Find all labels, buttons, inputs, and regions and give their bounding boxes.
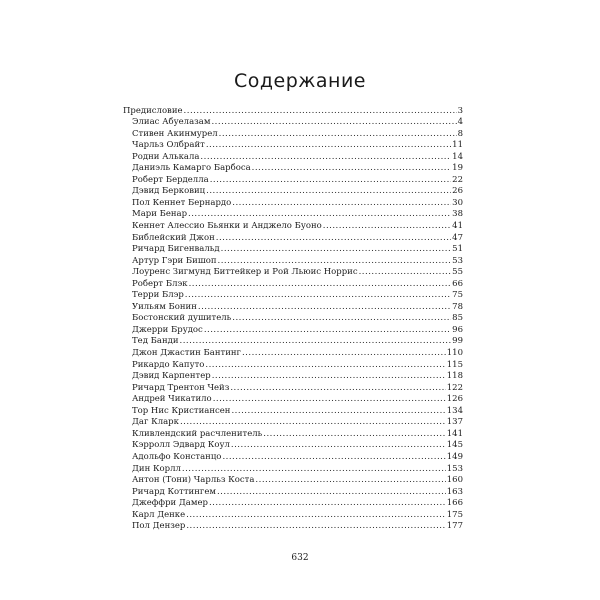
toc-dot-leader: [210, 175, 451, 186]
toc-entry-title: Кеннет Алессио Бьянки и Анджело Буоно: [132, 221, 322, 232]
toc-dot-leader: [221, 244, 452, 255]
toc-entry: [123, 209, 463, 221]
toc-entry-title: Карл Денке: [132, 509, 186, 520]
toc-entry-page: 55: [452, 267, 463, 278]
toc-entry-title: Терри Блэр: [132, 290, 184, 301]
toc-entry: [123, 359, 463, 371]
toc-entry-title: Ричард Коттингем: [132, 486, 216, 497]
toc-entry: [123, 509, 463, 521]
toc-entry-title: Лоуренс Зигмунд Биттейкер и Рой Льюис Норрис: [132, 267, 358, 278]
toc-entry-title: Дэвид Карпентер: [132, 371, 211, 382]
toc-dot-leader: [206, 140, 451, 151]
toc-entry: [123, 475, 463, 487]
toc-entry: [123, 301, 463, 313]
table-of-contents: [123, 105, 463, 532]
toc-dot-leader: [263, 429, 445, 440]
toc-entry-page: 66: [452, 278, 463, 289]
toc-entry-page: 41: [452, 221, 463, 232]
toc-entry: [123, 267, 463, 279]
toc-entry-title: Бостонский душитель: [132, 313, 232, 324]
toc-dot-leader: [217, 487, 446, 498]
toc-entry-page: 122: [446, 382, 463, 393]
toc-entry-page: 134: [446, 405, 463, 416]
toc-entry-page: 30: [452, 197, 463, 208]
toc-entry: [123, 451, 463, 463]
toc-entry-page: 14: [452, 151, 463, 162]
toc-entry: [123, 382, 463, 394]
toc-entry-page: 3: [457, 105, 463, 116]
toc-dot-leader: [206, 186, 451, 197]
toc-entry-page: 99: [452, 336, 463, 347]
toc-entry-title: Ричард Трентон Чейз: [132, 382, 230, 393]
toc-entry-title: Джеффри Дамер: [132, 498, 208, 509]
toc-entry-title: Дин Корлл: [132, 463, 181, 474]
toc-entry-page: 96: [452, 324, 463, 335]
toc-dot-leader: [185, 290, 451, 301]
toc-dot-leader: [252, 163, 452, 174]
toc-entry-title: Родни Алькала: [132, 151, 200, 162]
toc-dot-leader: [198, 302, 451, 313]
toc-entry: [123, 128, 463, 140]
toc-entry-page: 160: [446, 475, 463, 486]
toc-entry-title: Антон (Тони) Чарльз Коста: [132, 475, 255, 486]
toc-dot-leader: [213, 394, 446, 405]
toc-entry-page: 78: [452, 301, 463, 312]
toc-entry: [123, 463, 463, 475]
toc-entry-title: Джерри Брудос: [132, 324, 203, 335]
toc-entry-page: 141: [446, 428, 463, 439]
toc-dot-leader: [188, 209, 451, 220]
toc-dot-leader: [184, 106, 457, 117]
toc-entry: [123, 324, 463, 336]
toc-dot-leader: [218, 256, 452, 267]
toc-entry: [123, 197, 463, 209]
toc-entry-title: Библейский Джон: [132, 232, 215, 243]
toc-dot-leader: [189, 279, 452, 290]
toc-entry-page: 26: [452, 186, 463, 197]
toc-entry: [123, 347, 463, 359]
toc-dot-leader: [222, 452, 445, 463]
toc-entry-page: 126: [446, 394, 463, 405]
toc-entry-title: Дэвид Берковиц: [132, 186, 206, 197]
toc-entry-page: 175: [446, 509, 463, 520]
toc-entry: [123, 394, 463, 406]
toc-entry-title: Джон Джастин Бантинг: [132, 348, 241, 359]
toc-entry: [123, 417, 463, 429]
toc-entry-title: Тед Банди: [132, 336, 179, 347]
toc-entry: [123, 313, 463, 325]
toc-dot-leader: [180, 336, 452, 347]
toc-dot-leader: [186, 510, 446, 521]
toc-dot-leader: [204, 325, 451, 336]
toc-entry-title: Роберт Блэк: [132, 278, 188, 289]
toc-entry-page: 51: [452, 244, 463, 255]
toc-entry-page: 19: [452, 163, 463, 174]
toc-entry: [123, 336, 463, 348]
toc-dot-leader: [255, 475, 445, 486]
toc-dot-leader: [209, 498, 446, 509]
toc-dot-leader: [231, 440, 446, 451]
toc-entry-page: 166: [446, 498, 463, 509]
toc-entry-title: Кэрролл Эдвард Коул: [132, 440, 230, 451]
toc-dot-leader: [182, 464, 446, 475]
toc-dot-leader: [242, 348, 446, 359]
toc-entry: [123, 117, 463, 129]
toc-dot-leader: [232, 313, 451, 324]
toc-entry-page: 75: [452, 290, 463, 301]
toc-entry-title: Даниэль Камарго Барбоса: [132, 163, 251, 174]
toc-entry-page: 177: [446, 521, 463, 532]
toc-entry: [123, 220, 463, 232]
toc-entry: [123, 486, 463, 498]
toc-entry-page: 110: [446, 348, 463, 359]
toc-entry-page: 11: [452, 140, 463, 151]
toc-entry: [123, 232, 463, 244]
toc-dot-leader: [231, 406, 445, 417]
toc-entry: [123, 405, 463, 417]
toc-dot-leader: [359, 267, 452, 278]
toc-entry: [123, 140, 463, 152]
toc-dot-leader: [216, 233, 451, 244]
toc-entry-page: 38: [452, 209, 463, 220]
page-number: 632: [291, 553, 309, 563]
toc-entry-page: 4: [457, 117, 463, 128]
toc-entry-page: 22: [452, 174, 463, 185]
toc-entry-page: 8: [457, 128, 463, 139]
toc-entry-title: Пол Дензер: [132, 521, 186, 532]
toc-entry-title: Чарльз Олбрайт: [132, 140, 205, 151]
toc-entry-title: Рикардо Капуто: [132, 359, 205, 370]
toc-entry-page: 47: [452, 232, 463, 243]
toc-entry: [123, 428, 463, 440]
toc-entry-page: 115: [446, 359, 463, 370]
toc-dot-leader: [232, 198, 451, 209]
toc-entry: [123, 174, 463, 186]
toc-entry-page: 53: [452, 255, 463, 266]
toc-dot-leader: [200, 152, 451, 163]
toc-entry-title: Даг Кларк: [132, 417, 179, 428]
page-title: Содержание: [234, 70, 366, 92]
toc-entry-page: 149: [446, 451, 463, 462]
toc-entry-page: 163: [446, 486, 463, 497]
toc-entry: [123, 105, 463, 117]
toc-entry-page: 153: [446, 463, 463, 474]
toc-entry-title: Кливлендский расчленитель: [132, 428, 263, 439]
toc-entry-title: Стивен Акинмурел: [132, 128, 218, 139]
toc-entry: [123, 151, 463, 163]
toc-entry: [123, 186, 463, 198]
toc-dot-leader: [186, 521, 445, 532]
toc-dot-leader: [230, 383, 445, 394]
toc-entry: [123, 244, 463, 256]
toc-entry: [123, 255, 463, 267]
toc-entry: [123, 163, 463, 175]
toc-dot-leader: [205, 360, 445, 371]
toc-entry: [123, 371, 463, 383]
toc-entry-title: Пол Кеннет Бернардо: [132, 197, 232, 208]
toc-entry-title: Предисловие: [123, 105, 183, 116]
toc-entry-title: Роберт Берделла: [132, 174, 209, 185]
toc-entry-page: 85: [452, 313, 463, 324]
toc-entry-title: Элиас Абуелазам: [132, 117, 211, 128]
toc-entry-title: Ричард Бигенвальд: [132, 244, 220, 255]
toc-entry: [123, 498, 463, 510]
toc-entry-title: Андрей Чикатило: [132, 394, 212, 405]
toc-dot-leader: [323, 221, 451, 232]
toc-entry-title: Артур Гэри Бишоп: [132, 255, 217, 266]
toc-dot-leader: [211, 117, 456, 128]
toc-entry-title: Уильям Бонин: [132, 301, 197, 312]
toc-entry-title: Адольфо Констанцо: [132, 451, 222, 462]
toc-dot-leader: [219, 129, 457, 140]
toc-entry-page: 145: [446, 440, 463, 451]
toc-entry: [123, 290, 463, 302]
toc-dot-leader: [212, 371, 446, 382]
toc-entry: [123, 278, 463, 290]
toc-entry-page: 137: [446, 417, 463, 428]
toc-dot-leader: [180, 417, 446, 428]
toc-entry-title: Мари Бенар: [132, 209, 188, 220]
toc-entry: [123, 440, 463, 452]
toc-entry-title: Тор Нис Кристиансен: [132, 405, 231, 416]
toc-entry-page: 118: [446, 371, 463, 382]
toc-entry: [123, 521, 463, 533]
